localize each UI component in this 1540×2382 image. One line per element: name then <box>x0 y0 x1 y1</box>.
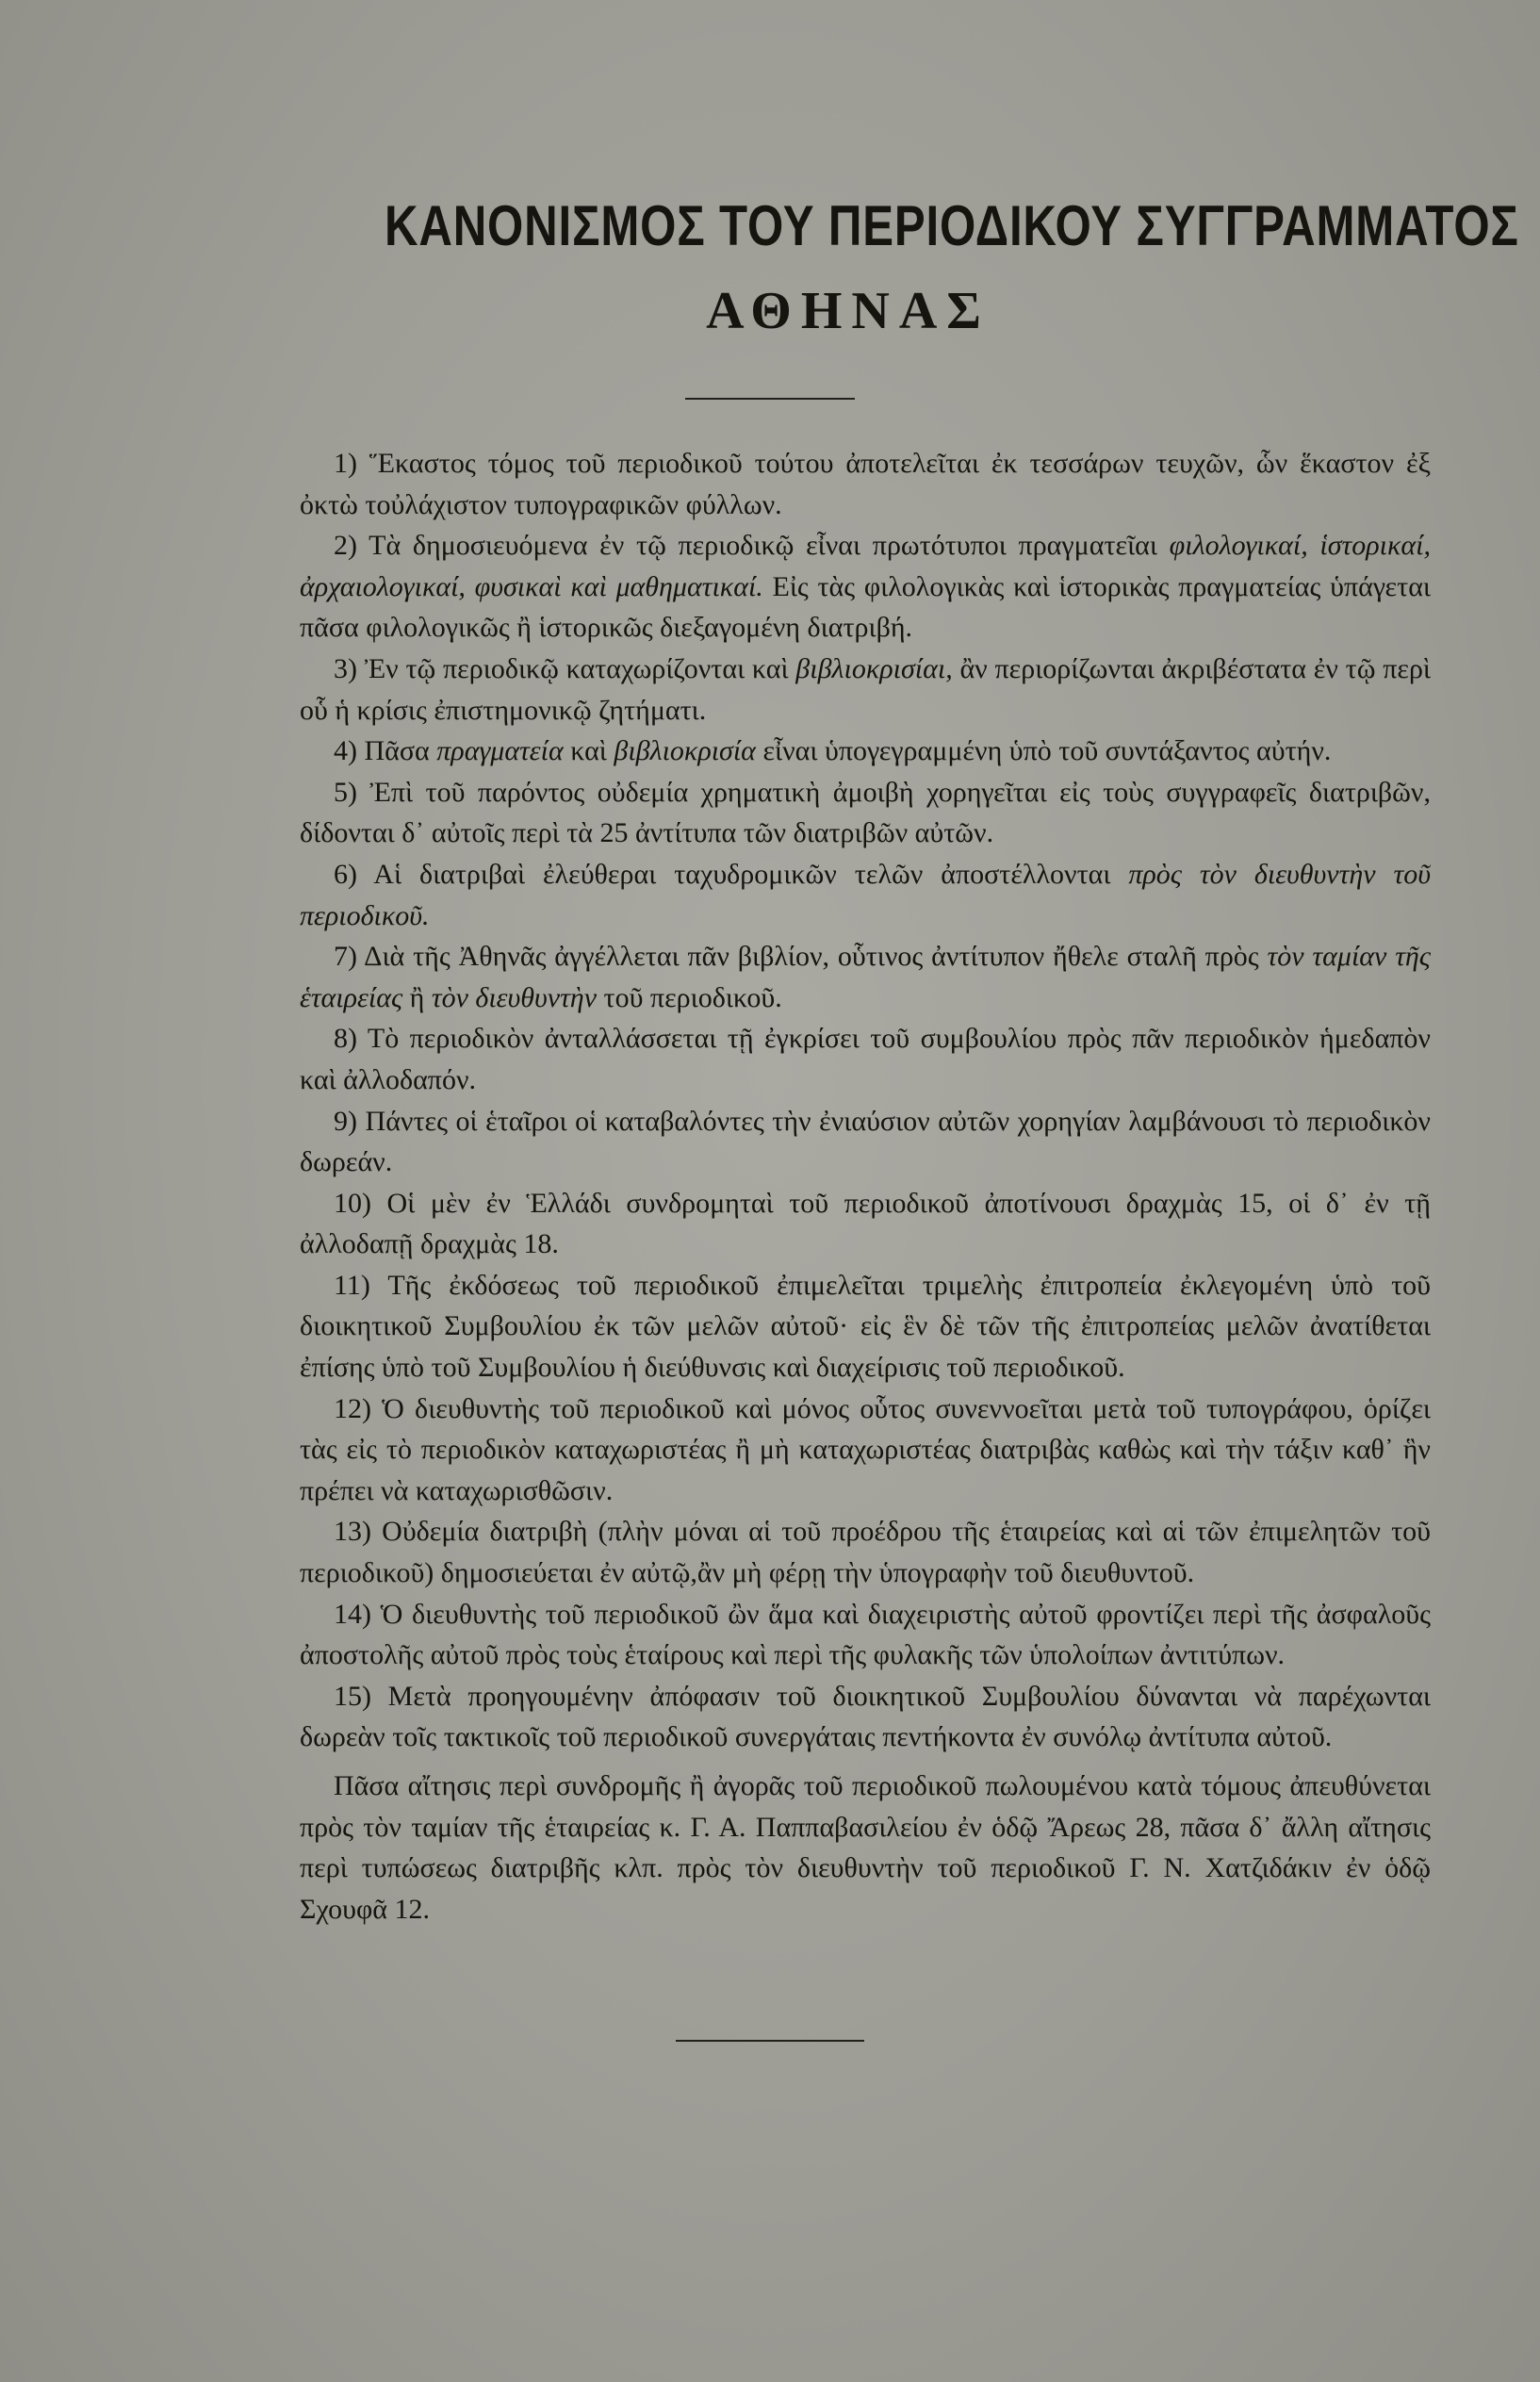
regulations-text <box>300 443 1431 1930</box>
article-4: 4) Πᾶσα πραγματεία καὶ βιβλιοκρισία εἶναι ὑπογεγραμμένη ὑπὸ τοῦ συντάξαντος αὐτήν. <box>334 735 1332 767</box>
article-1: 1) Ἕκαστος τόμος τοῦ περιοδικοῦ τούτου ἀποτελεῖται ἐκ τεσσάρων τευχῶν, ὧν ἕκαστον ἐξ ὀκτὼ τοὐλάχιστον τυπογραφικῶν φύλλων. <box>300 448 1431 520</box>
closing-paragraph: Πᾶσα αἴτησις περὶ συνδρομῆς ἢ ἀγορᾶς τοῦ περιοδικοῦ πωλουμένου κατὰ τόμους ἀπευθύνεται πρὸς τὸν ταμίαν τῆς ἑταιρείας κ. Γ. Α. Παππαβασιλείου ἐν ὁδῷ Ἄρεως 28, πᾶσα δ᾽ ἄλλη αἴτησις περὶ τυπώσεως διατριβῆς κλπ. πρὸς τὸν διευθυντὴν τοῦ περιοδικοῦ Γ. Ν. Χατζιδάκιν ἐν ὁδῷ Σχουφᾶ 12. <box>300 1770 1431 1925</box>
page-header <box>283 193 1519 341</box>
top-ornament-rule <box>685 393 855 404</box>
article-13: 13) Οὐδεμία διατριβὴ (πλὴν μόναι αἱ τοῦ προέδρου τῆς ἑταιρείας καὶ αἱ τῶν ἐπιμελητῶν τοῦ περιοδικοῦ) δημοσιεύεται ἐν αὐτῷ,ἂν μὴ φέρῃ τὴν ὑπογραφὴν τοῦ διευθυντοῦ. <box>300 1516 1431 1589</box>
article-11: 11) Τῆς ἐκδόσεως τοῦ περιοδικοῦ ἐπιμελεῖται τριμελὴς ἐπιτροπεία ἐκλεγομένη ὑπὸ τοῦ διοικητικοῦ Συμβουλίου ἐκ τῶν μελῶν αὐτοῦ· εἰς ἓν δὲ τῶν τῆς ἐπιτροπείας μελῶν ἀνατίθεται ἐπίσης ὑπὸ τοῦ Συμβουλίου ἡ διεύθυνσις καὶ διαχείρισις τοῦ περιοδικοῦ. <box>300 1269 1431 1384</box>
article-10: 10) Οἱ μὲν ἐν Ἑλλάδι συνδρομηταὶ τοῦ περιοδικοῦ ἀποτίνουσι δραχμὰς 15, οἱ δ᾽ ἐν τῇ ἀλλοδαπῇ δραχμὰς 18. <box>300 1187 1431 1260</box>
bottom-ornament-rule <box>676 2035 864 2046</box>
article-5: 5) Ἐπὶ τοῦ παρόντος οὐδεμία χρηματικὴ ἀμοιβὴ χορηγεῖται εἰς τοὺς συγγραφεῖς διατριβῶν, δίδονται δ᾽ αὐτοῖς περὶ τὰ 25 ἀντίτυπα τῶν διατριβῶν αὐτῶν. <box>300 776 1431 849</box>
article-8: 8) Τὸ περιοδικὸν ἀνταλλάσσεται τῇ ἐγκρίσει τοῦ συμβουλίου πρὸς πᾶν περιοδικὸν ἡμεδαπὸν καὶ ἀλλοδαπόν. <box>300 1023 1431 1095</box>
title-line-1: ΚΑΝΟΝΙΣΜΟΣ ΤΟΥ ΠΕΡΙΟΔΙΚΟΥ ΣΥΓΓΡΑΜΜΑΤΟΣ <box>385 194 1519 257</box>
article-2: 2) Τὰ δημοσιευόμενα ἐν τῷ περιοδικῷ εἶναι πρωτότυποι πραγματεῖαι φιλολογικαί, ἱστορικαί, ἀρχαιολογικαί, φυσικαὶ καὶ μαθηματικαί. Εἰς τὰς φιλολογικὰς καὶ ἱστορικὰς πραγματείας ὑπάγεται πᾶσα φιλολογικῶς ἢ ἱστορικῶς διεξαγομένη διατριβή. <box>300 530 1431 644</box>
article-9: 9) Πάντες οἱ ἑταῖροι οἱ καταβαλόντες τὴν ἐνιαύσιον αὐτῶν χορηγίαν λαμβάνουσι τὸ περιοδικὸν δωρεάν. <box>300 1105 1431 1178</box>
article-6: 6) Αἱ διατριβαὶ ἐλεύθεραι ταχυδρομικῶν τελῶν ἀποστέλλονται πρὸς τὸν διευθυντὴν τοῦ περιοδικοῦ. <box>300 858 1431 931</box>
article-3: 3) Ἐν τῷ περιοδικῷ καταχωρίζονται καὶ βιβλιοκρισίαι, ἂν περιορίζωνται ἀκριβέστατα ἐν τῷ περὶ οὗ ἡ κρίσις ἐπιστημονικῷ ζητήματι. <box>300 652 1431 726</box>
title-line-2: ΑΘΗΝΑΣ <box>706 282 991 340</box>
article-14: 14) Ὁ διευθυντὴς τοῦ περιοδικοῦ ὢν ἅμα καὶ διαχειριστὴς αὐτοῦ φροντίζει περὶ τῆς ἀσφαλοῦς ἀποστολῆς αὐτοῦ πρὸς τοὺς ἑταίρους καὶ περὶ τῆς φυλακῆς τῶν ὑπολοίπων ἀντιτύπων. <box>300 1598 1431 1671</box>
article-7: 7) Διὰ τῆς Ἀθηνᾶς ἀγγέλλεται πᾶν βιβλίον, οὗτινος ἀντίτυπον ἤθελε σταλῆ πρὸς τὸν ταμίαν τῆς ἑταιρείας ἢ τὸν διευθυντὴν τοῦ περιοδικοῦ. <box>300 941 1431 1013</box>
article-15: 15) Μετὰ προηγουμένην ἀπόφασιν τοῦ διοικητικοῦ Συμβουλίου δύνανται νὰ παρέχωνται δωρεὰν τοῖς τακτικοῖς τοῦ περιοδικοῦ συνεργάταις πεντήκοντα ἐν συνόλῳ ἀντίτυπα αὐτοῦ. <box>300 1680 1431 1753</box>
article-12: 12) Ὁ διευθυντὴς τοῦ περιοδικοῦ καὶ μόνος οὗτος συνεννοεῖται μετὰ τοῦ τυπογράφου, ὁρίζει τὰς εἰς τὸ περιοδικὸν καταχωριστέας ἢ μὴ καταχωριστέας διατριβὰς καθὼς καὶ τὴν τάξιν καθ᾽ ἣν πρέπει νὰ καταχωρισθῶσιν. <box>300 1392 1431 1506</box>
